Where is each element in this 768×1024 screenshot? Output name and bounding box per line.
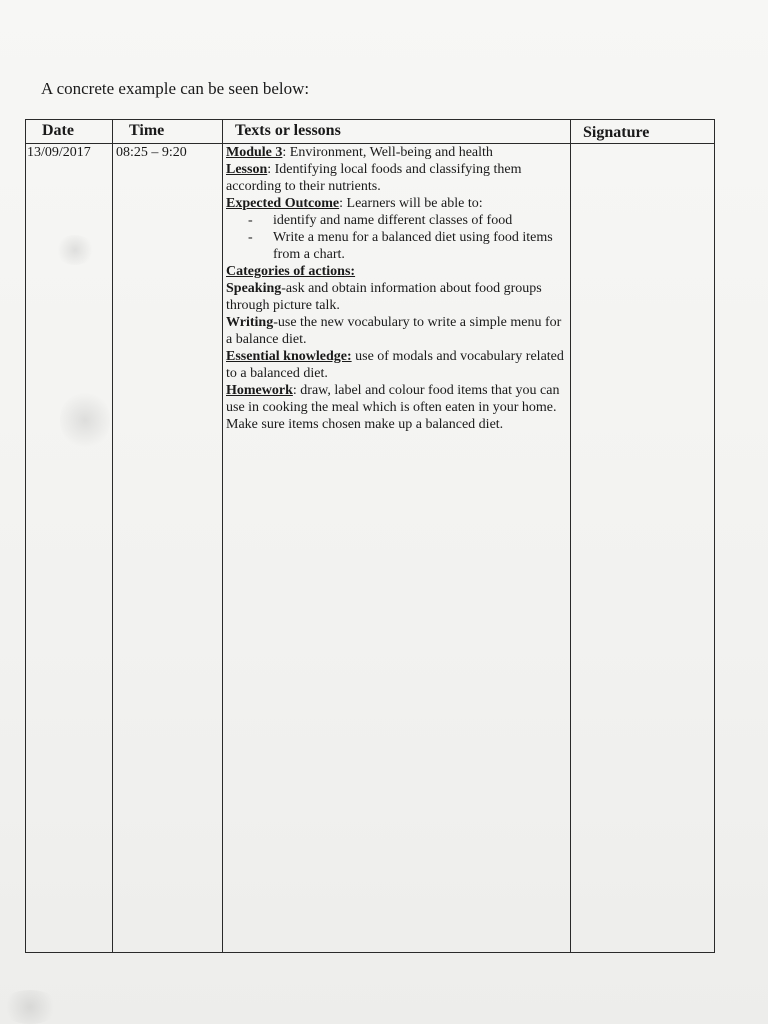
- knowledge-label: Essential knowledge:: [226, 349, 352, 364]
- writing-text: -use the new vocabulary to write a simple menu for a balance diet.: [226, 315, 562, 347]
- lesson-content: [226, 144, 567, 433]
- knowledge-line: [226, 348, 567, 382]
- outcome-list: [226, 212, 567, 263]
- lesson-label: Lesson: [226, 162, 268, 177]
- list-item: [226, 229, 567, 263]
- outcome-item-text: Write a menu for a balanced diet using food items from a chart.: [273, 230, 553, 262]
- outcome-text: : Learners will be able to:: [339, 196, 483, 211]
- header-signature: Signature: [571, 120, 715, 144]
- list-item: [226, 212, 567, 229]
- outcome-item-text: identify and name different classes of food: [273, 213, 513, 228]
- list-marker: -: [248, 230, 253, 245]
- knowledge-text: use of modals and vocabulary related to a balanced diet.: [226, 349, 564, 381]
- intro-text: A concrete example can be seen below:: [41, 79, 310, 98]
- categories-label: Categories of actions:: [226, 264, 356, 279]
- writing-line: [226, 314, 567, 348]
- cell-date: [26, 144, 113, 953]
- writing-label: Writing: [226, 315, 274, 330]
- cell-signature: [571, 144, 715, 953]
- time-value: 08:25 – 9:20: [116, 145, 187, 160]
- lesson-text: : Identifying local foods and classifying them according to their nutrients.: [226, 162, 522, 194]
- module-text: : Environment, Well-being and health: [282, 145, 493, 160]
- list-marker: -: [248, 213, 253, 228]
- table-header-row: [26, 120, 715, 144]
- speaking-text: -ask and obtain information about food groups through picture talk.: [226, 281, 542, 313]
- speaking-line: [226, 280, 567, 314]
- homework-line: [226, 382, 567, 433]
- header-date: Date: [26, 120, 113, 144]
- lesson-log-table: [25, 119, 715, 953]
- module-label: Module 3: [226, 145, 283, 160]
- table-row: [26, 144, 715, 953]
- outcome-label: Expected Outcome: [226, 196, 340, 211]
- categories-line: [226, 263, 567, 280]
- scan-smudge: [0, 990, 60, 1024]
- date-value: 13/09/2017: [27, 145, 91, 160]
- header-texts-or-lessons: Texts or lessons: [223, 120, 571, 144]
- cell-lesson-content: [223, 144, 571, 953]
- speaking-label: Speaking: [226, 281, 282, 296]
- outcome-line: [226, 195, 567, 212]
- homework-text: : draw, label and colour food items that you can use in cooking the meal which is often eaten in your home. Make sure items chosen make up a balanced diet.: [226, 383, 560, 432]
- header-time: Time: [113, 120, 223, 144]
- cell-time: [113, 144, 223, 953]
- homework-label: Homework: [226, 383, 293, 398]
- lesson-line: [226, 161, 567, 195]
- module-line: [226, 144, 567, 161]
